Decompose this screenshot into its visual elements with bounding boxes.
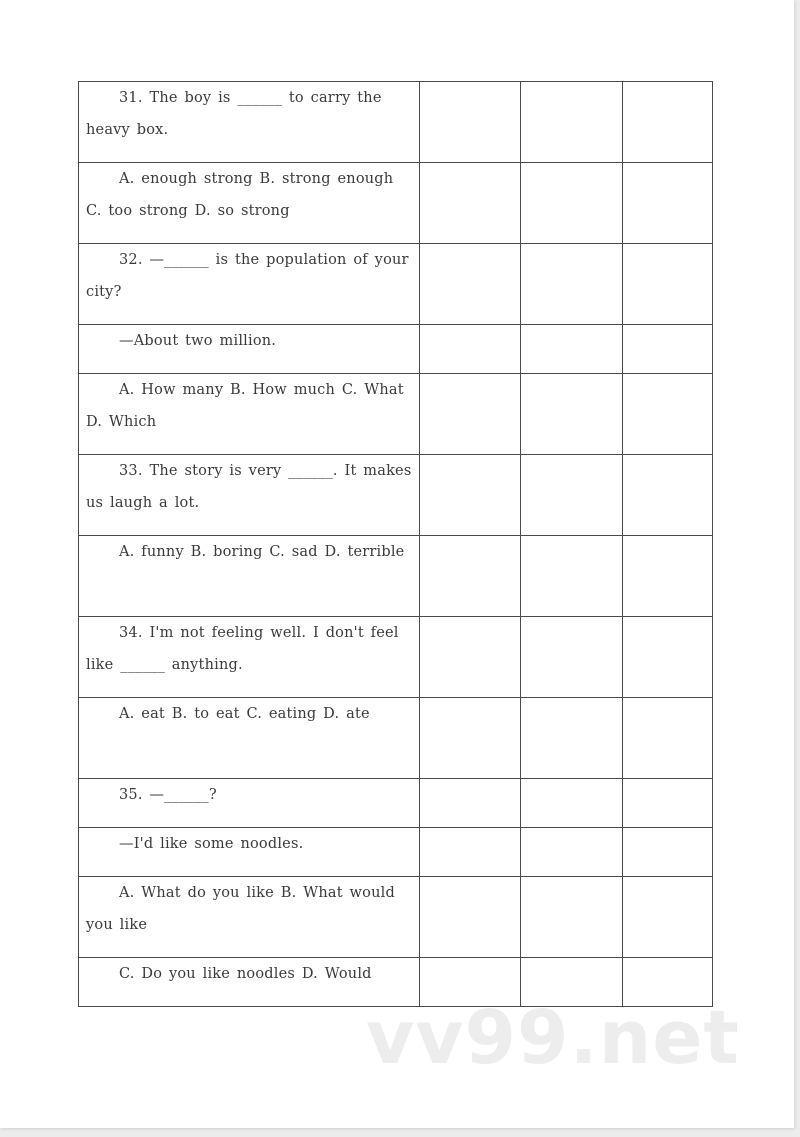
question-text: 32. —______ is the population of your city? — [86, 252, 409, 300]
question-cell — [79, 779, 420, 828]
table-row — [79, 374, 713, 455]
question-cell — [79, 325, 420, 374]
table-row — [79, 163, 713, 244]
empty-cell — [420, 325, 521, 374]
empty-cell — [521, 325, 623, 374]
empty-cell — [521, 828, 623, 877]
empty-cell — [420, 244, 521, 325]
table-row — [79, 617, 713, 698]
empty-cell — [623, 877, 713, 958]
question-table — [78, 81, 713, 1007]
question-cell — [79, 374, 420, 455]
empty-cell — [623, 244, 713, 325]
empty-cell — [420, 877, 521, 958]
empty-cell — [521, 536, 623, 617]
question-cell — [79, 828, 420, 877]
empty-cell — [420, 455, 521, 536]
question-cell — [79, 163, 420, 244]
empty-cell — [623, 779, 713, 828]
question-cell — [79, 877, 420, 958]
empty-cell — [623, 698, 713, 779]
empty-cell — [521, 244, 623, 325]
question-text: 35. —______? — [119, 787, 217, 803]
empty-cell — [521, 779, 623, 828]
empty-cell — [521, 82, 623, 163]
question-text: —About two million. — [119, 333, 277, 349]
empty-cell — [420, 828, 521, 877]
table-row — [79, 779, 713, 828]
empty-cell — [521, 163, 623, 244]
table-row — [79, 455, 713, 536]
question-text: 33. The story is very ______. It makes us laugh a lot. — [86, 463, 412, 511]
question-cell — [79, 82, 420, 163]
question-cell — [79, 536, 420, 617]
table-row — [79, 244, 713, 325]
empty-cell — [420, 374, 521, 455]
empty-cell — [623, 617, 713, 698]
empty-cell — [521, 455, 623, 536]
table-row — [79, 828, 713, 877]
question-cell — [79, 455, 420, 536]
question-text: A. eat B. to eat C. eating D. ate — [119, 706, 370, 722]
empty-cell — [521, 374, 623, 455]
question-cell — [79, 617, 420, 698]
empty-cell — [420, 698, 521, 779]
empty-cell — [521, 698, 623, 779]
empty-cell — [623, 828, 713, 877]
empty-cell — [521, 877, 623, 958]
question-text: A. What do you like B. What would you like — [86, 885, 395, 933]
question-text: C. Do you like noodles D. Would — [119, 966, 372, 982]
empty-cell — [623, 374, 713, 455]
question-text: A. enough strong B. strong enough C. too strong D. so strong — [86, 171, 394, 219]
table-row — [79, 325, 713, 374]
table-row — [79, 82, 713, 163]
question-cell — [79, 244, 420, 325]
question-text: —I'd like some noodles. — [119, 836, 304, 852]
question-text: A. How many B. How much C. What D. Which — [86, 382, 404, 430]
empty-cell — [521, 617, 623, 698]
empty-cell — [623, 163, 713, 244]
question-text: A. funny B. boring C. sad D. terrible — [119, 544, 405, 560]
question-text: 31. The boy is ______ to carry the heavy box. — [86, 90, 382, 138]
table-row — [79, 877, 713, 958]
empty-cell — [623, 325, 713, 374]
empty-cell — [623, 536, 713, 617]
empty-cell — [623, 82, 713, 163]
table-row — [79, 536, 713, 617]
empty-cell — [420, 82, 521, 163]
empty-cell — [623, 455, 713, 536]
table-row — [79, 698, 713, 779]
empty-cell — [420, 163, 521, 244]
empty-cell — [420, 617, 521, 698]
question-cell — [79, 698, 420, 779]
empty-cell — [420, 536, 521, 617]
question-text: 34. I'm not feeling well. I don't feel like ______ anything. — [86, 625, 399, 673]
watermark: vv99.net — [366, 995, 740, 1081]
empty-cell — [420, 779, 521, 828]
